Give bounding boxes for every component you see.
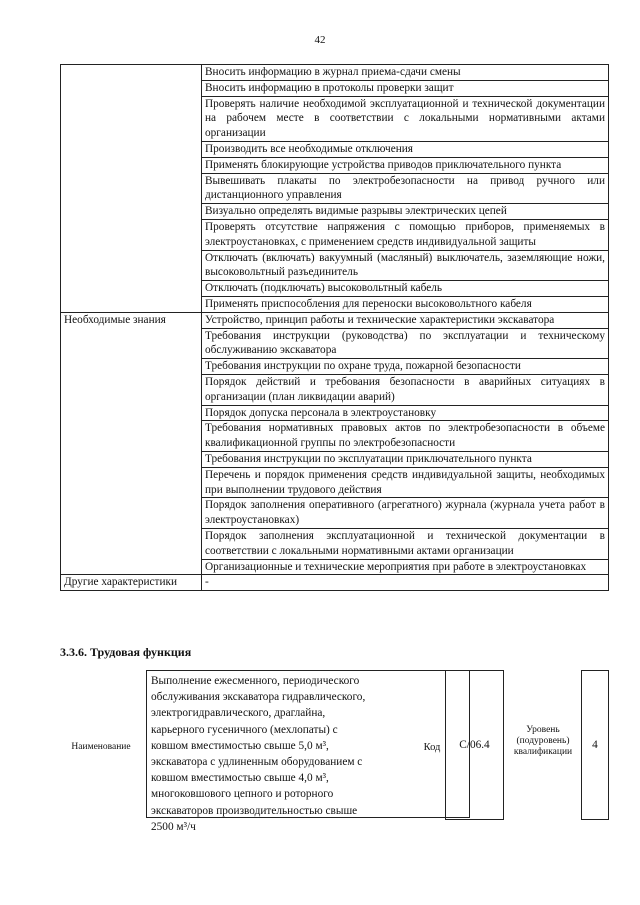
row-text: Применять приспособления для переноски высоковольтного кабеля bbox=[202, 296, 609, 312]
row-text: Отключать (подключать) высоковольтный кабель bbox=[202, 281, 609, 297]
row-label: Другие характеристики bbox=[61, 575, 202, 591]
requirements-table bbox=[60, 64, 609, 591]
row-text: Проверять отсутствие напряжения с помощью приборов, применяемых в электроустановках, с применением средств индивидуальной защиты bbox=[202, 219, 609, 250]
other-characteristics-row bbox=[61, 575, 609, 591]
row-text: Организационные и технические мероприятия при работе в электроустановках bbox=[202, 559, 609, 575]
code-value: С/06.4 bbox=[459, 739, 490, 751]
row-text: Отключать (включать) вакуумный (масляный) выключатель, заземляющие ножи, высоковольтный разъединитель bbox=[202, 250, 609, 281]
labor-function-header bbox=[60, 670, 609, 833]
row-text: Перечень и порядок применения средств индивидуальной защиты, необходимых при выполнении трудового действия bbox=[202, 467, 609, 498]
function-name-line: 2500 м³/ч bbox=[151, 820, 196, 833]
knowledge-row bbox=[61, 312, 609, 328]
qualification-level-label bbox=[506, 725, 580, 758]
function-name-line: экскаватора с удлиненным оборудованием с bbox=[151, 756, 363, 769]
row-text: Вносить информацию в протоколы проверки защит bbox=[202, 80, 609, 96]
row-text: Порядок заполнения эксплуатационной и технической документации в соответствии с локальными нормативными актами организации bbox=[202, 528, 609, 559]
page-number: 42 bbox=[314, 34, 326, 46]
level-value: 4 bbox=[592, 739, 598, 751]
row-text: Требования инструкции (руководства) по эксплуатации и техническому обслуживанию экскаватора bbox=[202, 328, 609, 359]
row-text: Порядок действий и требования безопасности в аварийных ситуациях в организации (план ликвидации аварий) bbox=[202, 374, 609, 405]
level-label-line: (подуровень) bbox=[516, 736, 570, 746]
function-name-line: экскаваторов производительностью свыше bbox=[151, 804, 358, 817]
row-text: Проверять наличие необходимой эксплуатационной и технической документации на рабочем месте в соответствии с локальными нормативными актами организации bbox=[202, 96, 609, 141]
action-row bbox=[61, 65, 609, 81]
name-label: Наименование bbox=[71, 742, 131, 752]
row-text: Производить все необходимые отключения bbox=[202, 141, 609, 157]
row-text: Требования инструкции по охране труда, пожарной безопасности bbox=[202, 359, 609, 375]
function-name-line: карьерного гусеничного (мехлопаты) с bbox=[151, 723, 338, 736]
row-text: Требования инструкции по эксплуатации приключательного пункта bbox=[202, 451, 609, 467]
function-name-line: многоковшового цепного и роторного bbox=[151, 788, 334, 801]
level-label-line: квалификации bbox=[513, 747, 573, 757]
row-text: Устройство, принцип работы и технические характеристики экскаватора bbox=[202, 312, 609, 328]
row-text: Требования нормативных правовых актов по электробезопасности в объеме квалификационной группы по электробезопасности bbox=[202, 421, 609, 452]
level-label-line: Уровень bbox=[526, 725, 560, 735]
row-text: Вывешивать плакаты по электробезопасности на привод ручного или дистанционного управления bbox=[202, 173, 609, 204]
row-label: Необходимые знания bbox=[61, 312, 202, 575]
level-value-box bbox=[581, 670, 609, 820]
row-text: - bbox=[202, 575, 609, 591]
function-name-line: электрогидравлического, драглайна, bbox=[151, 707, 326, 720]
code-label: Код bbox=[423, 742, 441, 753]
function-name-line: ковшом вместимостью свыше 5,0 м³, bbox=[151, 739, 329, 752]
function-name-line: обслуживания экскаватора гидравлического, bbox=[151, 691, 366, 704]
row-text: Порядок заполнения оперативного (агрегатного) журнала (журнала учета работ в электроустановках) bbox=[202, 498, 609, 529]
code-value-box bbox=[445, 670, 504, 820]
row-label bbox=[61, 65, 202, 313]
row-text: Вносить информацию в журнал приема-сдачи смены bbox=[202, 65, 609, 81]
function-name-line: ковшом вместимостью свыше 4,0 м³, bbox=[151, 772, 329, 785]
row-text: Визуально определять видимые разрывы электрических цепей bbox=[202, 204, 609, 220]
row-text: Порядок допуска персонала в электроустановку bbox=[202, 405, 609, 421]
section-title: 3.3.6. Трудовая функция bbox=[60, 645, 192, 659]
row-text: Применять блокирующие устройства приводов приключательного пункта bbox=[202, 157, 609, 173]
function-name-line: Выполнение ежесменного, периодического bbox=[151, 675, 360, 687]
